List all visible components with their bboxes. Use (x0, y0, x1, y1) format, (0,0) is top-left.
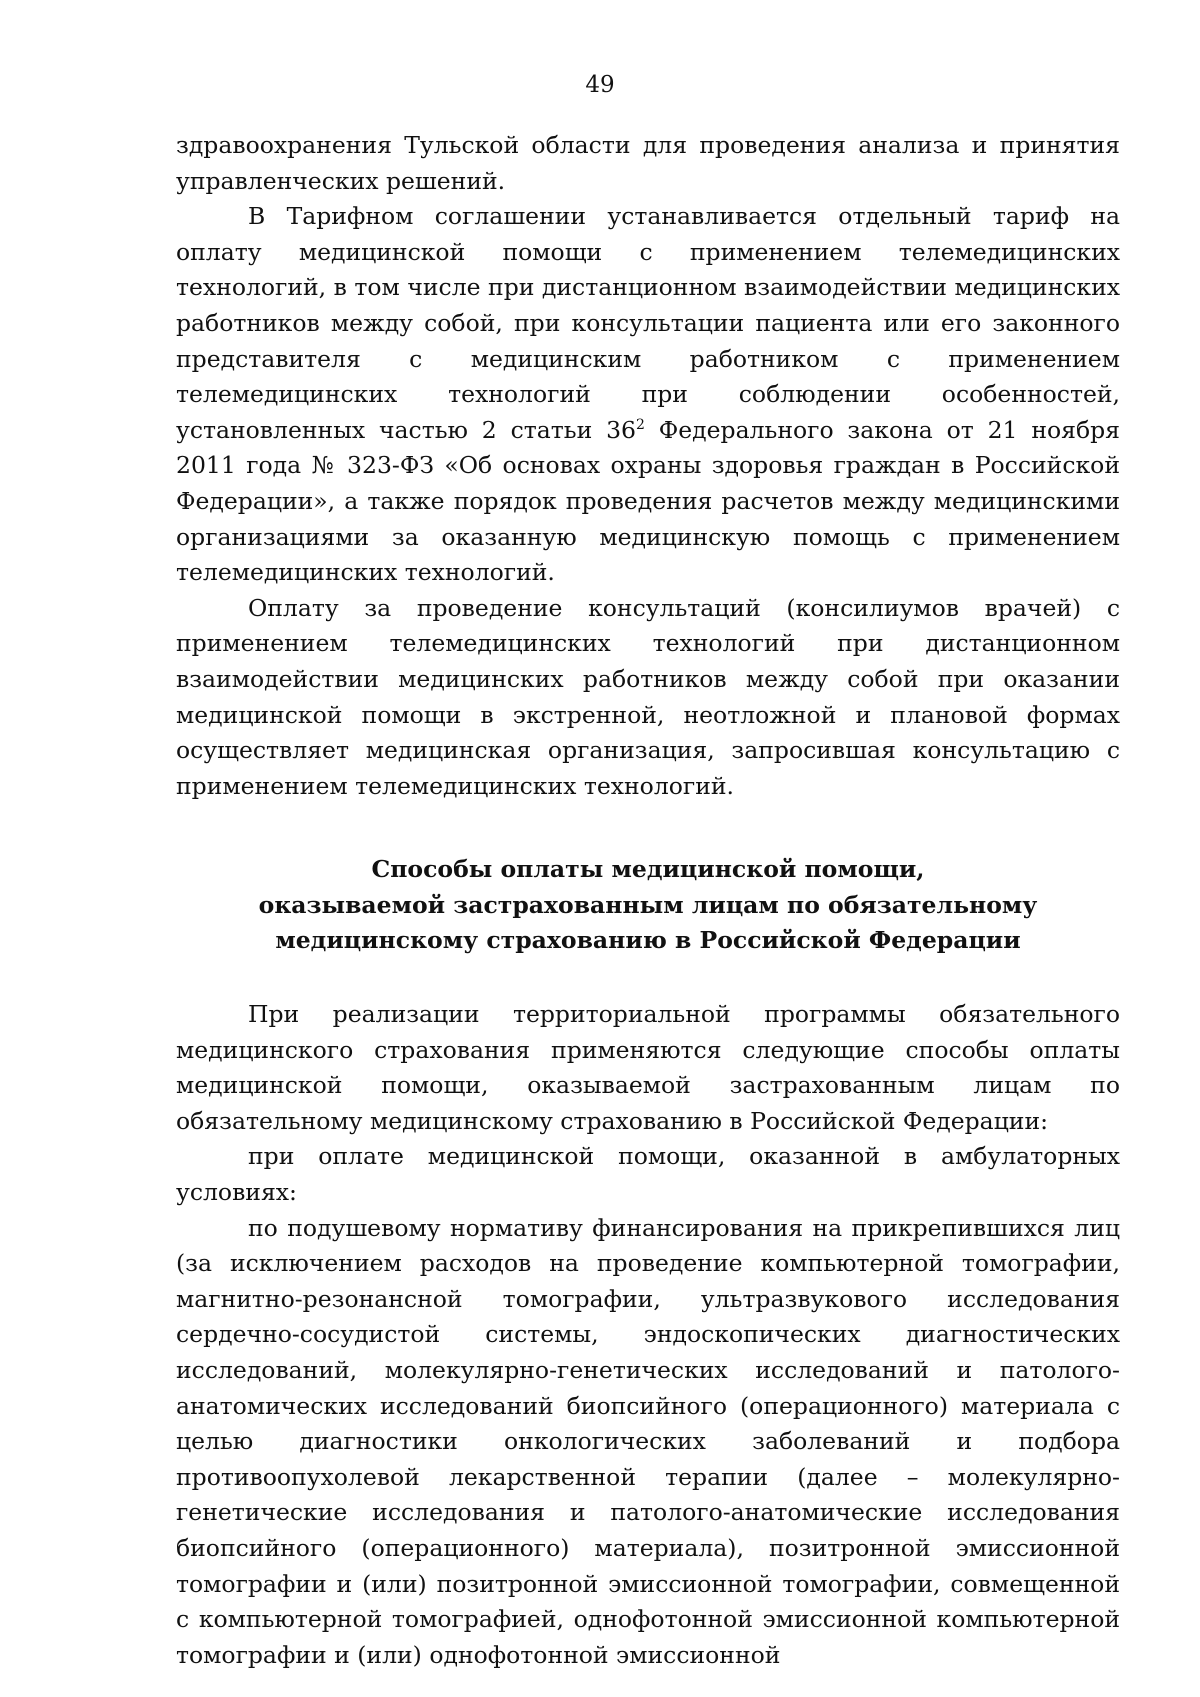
paragraph-text: В Тарифном соглашении устанавливается отдельный тариф на оплату медицинской помощи с применением телемедицинских технологий, в том числе при дистанционном взаимодействии медицинских работников между собой, при консультации пациента или его законного представителя с медицинским работником с применением телемедицинских технологий при соблюдении особенностей, установленных частью 2 статьи 36 (176, 202, 1120, 444)
document-body (176, 128, 1120, 1673)
paragraph-payment-methods-intro: При реализации территориальной программы обязательного медицинского страхования применяются следующие способы оплаты медицинской помощи, оказываемой застрахованным лицам по обязательному медицинскому страхованию в Российской Федерации: (176, 1000, 1120, 1135)
section-heading-line: оказываемой застрахованным лицам по обязательному (258, 890, 1038, 919)
paragraph-continuation: здравоохранения Тульской области для проведения анализа и принятия управленческих решений. (176, 131, 1120, 195)
section-heading-line: медицинскому страхованию в Российской Федерации (275, 926, 1021, 955)
paragraph-per-capita: по подушевому нормативу финансирования на прикрепившихся лиц (за исключением расходов на проведение компьютерной томографии, магнитно-резонансной томографии, ультразвукового исследования сердечно-сосудистой системы, эндоскопических диагностических исследований, молекулярно-генетических исследований и патолого-анатомических исследований биопсийного (операционного) материала с целью диагностики онкологических заболеваний и подбора противоопухолевой лекарственной терапии (далее – молекулярно-генетические исследования и патолого-анатомические исследования биопсийного (операционного) материала), позитронной эмиссионной томографии и (или) позитронной эмиссионной томографии, совмещенной с компьютерной томографией, однофотонной эмиссионной компьютерной томографии и (или) однофотонной эмиссионной (176, 1213, 1120, 1669)
paragraph-outpatient: при оплате медицинской помощи, оказанной в амбулаторных условиях: (176, 1142, 1120, 1207)
paragraph-text: Федерального закона от 21 ноября 2011 года № 323-ФЗ «Об основах охраны здоровья граждан в Российской Федерации», а также порядок проведения расчетов между медицинскими организациями за оказанную медицинскую помощь с применением телемедицинских технологий. (176, 415, 1120, 587)
paragraph-telemedicine-tariff (176, 199, 1120, 591)
page-number: 49 (585, 72, 615, 98)
section-heading (176, 852, 1120, 959)
superscript: 2 (635, 416, 645, 433)
section-heading-line: Способы оплаты медицинской помощи, (371, 855, 925, 884)
paragraph-consultation-payment: Оплату за проведение консультаций (консилиумов врачей) с применением телемедицинских технологий при дистанционном взаимодействии медицинских работников между собой при оказании медицинской помощи в экстренной, неотложной и плановой формах осуществляет медицинская организация, запросившая консультацию с применением телемедицинских технологий. (176, 593, 1120, 800)
